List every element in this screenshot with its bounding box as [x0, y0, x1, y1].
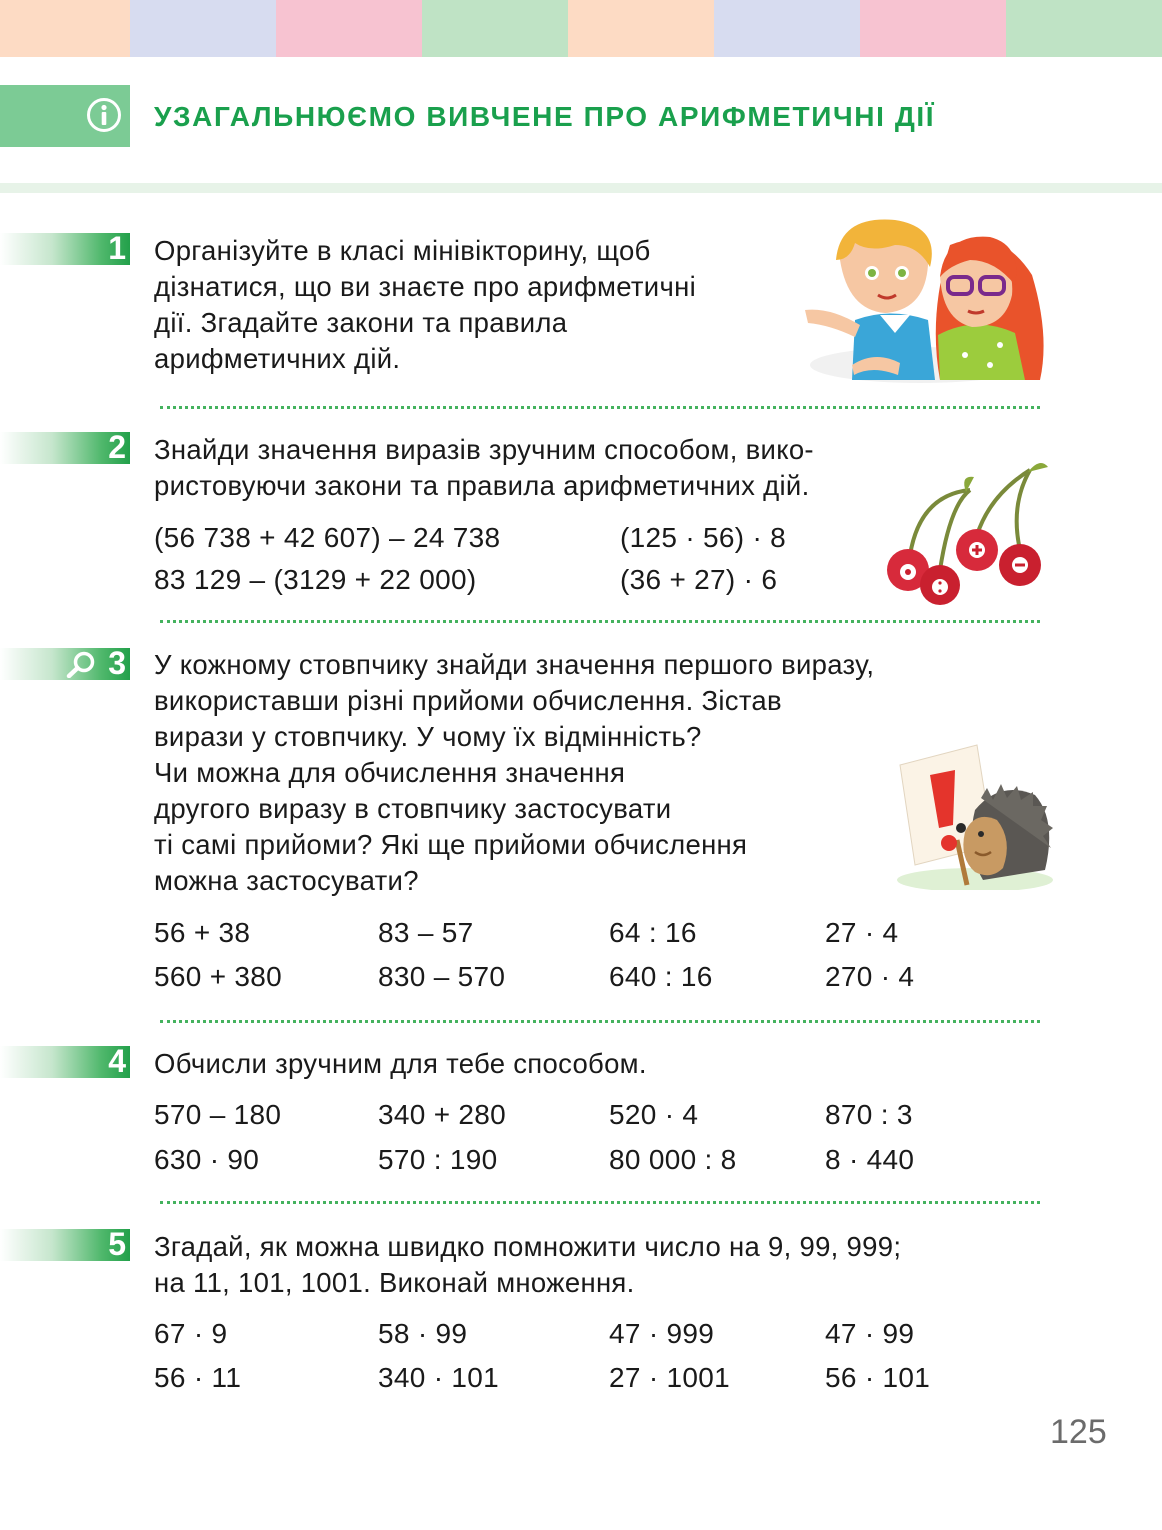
- expression: 56 · 11: [154, 1362, 242, 1393]
- text-line: дізнатися, що ви знаєте про арифметичні: [154, 271, 696, 302]
- text-line: ті самі прийоми? Які ще прийоми обчислення: [154, 829, 748, 860]
- text-line: Чи можна для обчислення значення: [154, 757, 626, 788]
- expression: 630 · 90: [154, 1144, 260, 1175]
- hedgehog-illustration: [895, 740, 1055, 890]
- text-line: дії. Згадайте закони та правила: [154, 307, 568, 338]
- text-line: використавши різні прийоми обчислення. Зістав: [154, 685, 782, 716]
- expression: 83 129 – (3129 + 22 000): [154, 564, 477, 595]
- header-rule: [0, 183, 1162, 193]
- task-number-tab: [0, 645, 130, 681]
- dotted-separator: [160, 406, 1040, 409]
- task-number: 2: [108, 429, 126, 465]
- task-2-text: [154, 432, 814, 504]
- task-4-text: [154, 1046, 647, 1082]
- text-line: Обчисли зручним для тебе способом.: [154, 1048, 647, 1079]
- task-number-tab: [0, 429, 130, 465]
- page-number: 125: [1050, 1413, 1107, 1451]
- text-line: Організуйте в класі мінівікторину, щоб: [154, 235, 651, 266]
- page-title: УЗАГАЛЬНЮЄМО ВИВЧЕНЕ ПРО АРИФМЕТИЧНІ ДІЇ: [154, 101, 936, 132]
- expression: 560 + 380: [154, 961, 283, 992]
- expression: (56 738 + 42 607) – 24 738: [154, 522, 501, 553]
- text-line: на 11, 101, 1001. Виконай множення.: [154, 1267, 635, 1298]
- expression: (125 · 56) · 8: [620, 522, 787, 553]
- expression: 80 000 : 8: [609, 1144, 737, 1175]
- expression: 47 · 999: [609, 1318, 715, 1349]
- expression: 67 · 9: [154, 1318, 228, 1349]
- text-line: вирази у стовпчику. У чому їх відмінність?: [154, 721, 702, 752]
- dotted-separator: [160, 620, 1040, 623]
- expression: 56 · 101: [825, 1362, 931, 1393]
- text-line: другого виразу в стовпчику застосувати: [154, 793, 672, 824]
- task-number: 3: [108, 645, 126, 681]
- dotted-separator: [160, 1020, 1040, 1023]
- expression: 340 · 101: [378, 1362, 500, 1393]
- expression: 64 : 16: [609, 917, 697, 948]
- dotted-separator: [160, 1201, 1040, 1204]
- expression: 570 – 180: [154, 1099, 282, 1130]
- expression: 340 + 280: [378, 1099, 507, 1130]
- stripe: [568, 0, 714, 57]
- expression: 27 · 1001: [609, 1362, 731, 1393]
- task-number-tab: [0, 1043, 130, 1079]
- task-number: 1: [108, 230, 126, 266]
- task-number: 5: [108, 1226, 126, 1262]
- expression: 58 · 99: [378, 1318, 468, 1349]
- expression: (36 + 27) · 6: [620, 564, 778, 595]
- stripe: [0, 0, 130, 57]
- magnifier-icon: [66, 650, 96, 678]
- task-number-tab: [0, 1226, 130, 1262]
- task-number: 4: [108, 1043, 126, 1079]
- cherries-illustration: [880, 455, 1055, 610]
- text-line: можна застосувати?: [154, 865, 419, 896]
- stripe: [714, 0, 860, 57]
- expression: 640 : 16: [609, 961, 713, 992]
- expression: 8 · 440: [825, 1144, 915, 1175]
- info-icon: [86, 97, 122, 133]
- expression: 56 + 38: [154, 917, 251, 948]
- expression: 520 · 4: [609, 1099, 699, 1130]
- expression: 870 : 3: [825, 1099, 913, 1130]
- stripe: [276, 0, 422, 57]
- text-line: ристовуючи закони та правила арифметичних дій.: [154, 470, 810, 501]
- task-number-tab: [0, 230, 130, 266]
- expression: 570 : 190: [378, 1144, 498, 1175]
- task-3-text: [154, 647, 874, 899]
- expression: 27 · 4: [825, 917, 899, 948]
- expression: 830 – 570: [378, 961, 506, 992]
- top-color-stripes: [0, 0, 1162, 57]
- text-line: У кожному стовпчику знайди значення першого виразу,: [154, 649, 875, 680]
- text-line: арифметичних дій.: [154, 343, 401, 374]
- task-1-text: [154, 233, 696, 377]
- expression: 47 · 99: [825, 1318, 915, 1349]
- text-line: Знайди значення виразів зручним способом, вико-: [154, 434, 814, 465]
- task-5-text: [154, 1229, 901, 1301]
- expression: 83 – 57: [378, 917, 474, 948]
- children-illustration: [800, 215, 1050, 385]
- stripe: [860, 0, 1006, 57]
- text-line: Згадай, як можна швидко помножити число на 9, 99, 999;: [154, 1231, 902, 1262]
- stripe: [130, 0, 276, 57]
- expression: 270 · 4: [825, 961, 915, 992]
- stripe: [422, 0, 568, 57]
- stripe: [1006, 0, 1162, 57]
